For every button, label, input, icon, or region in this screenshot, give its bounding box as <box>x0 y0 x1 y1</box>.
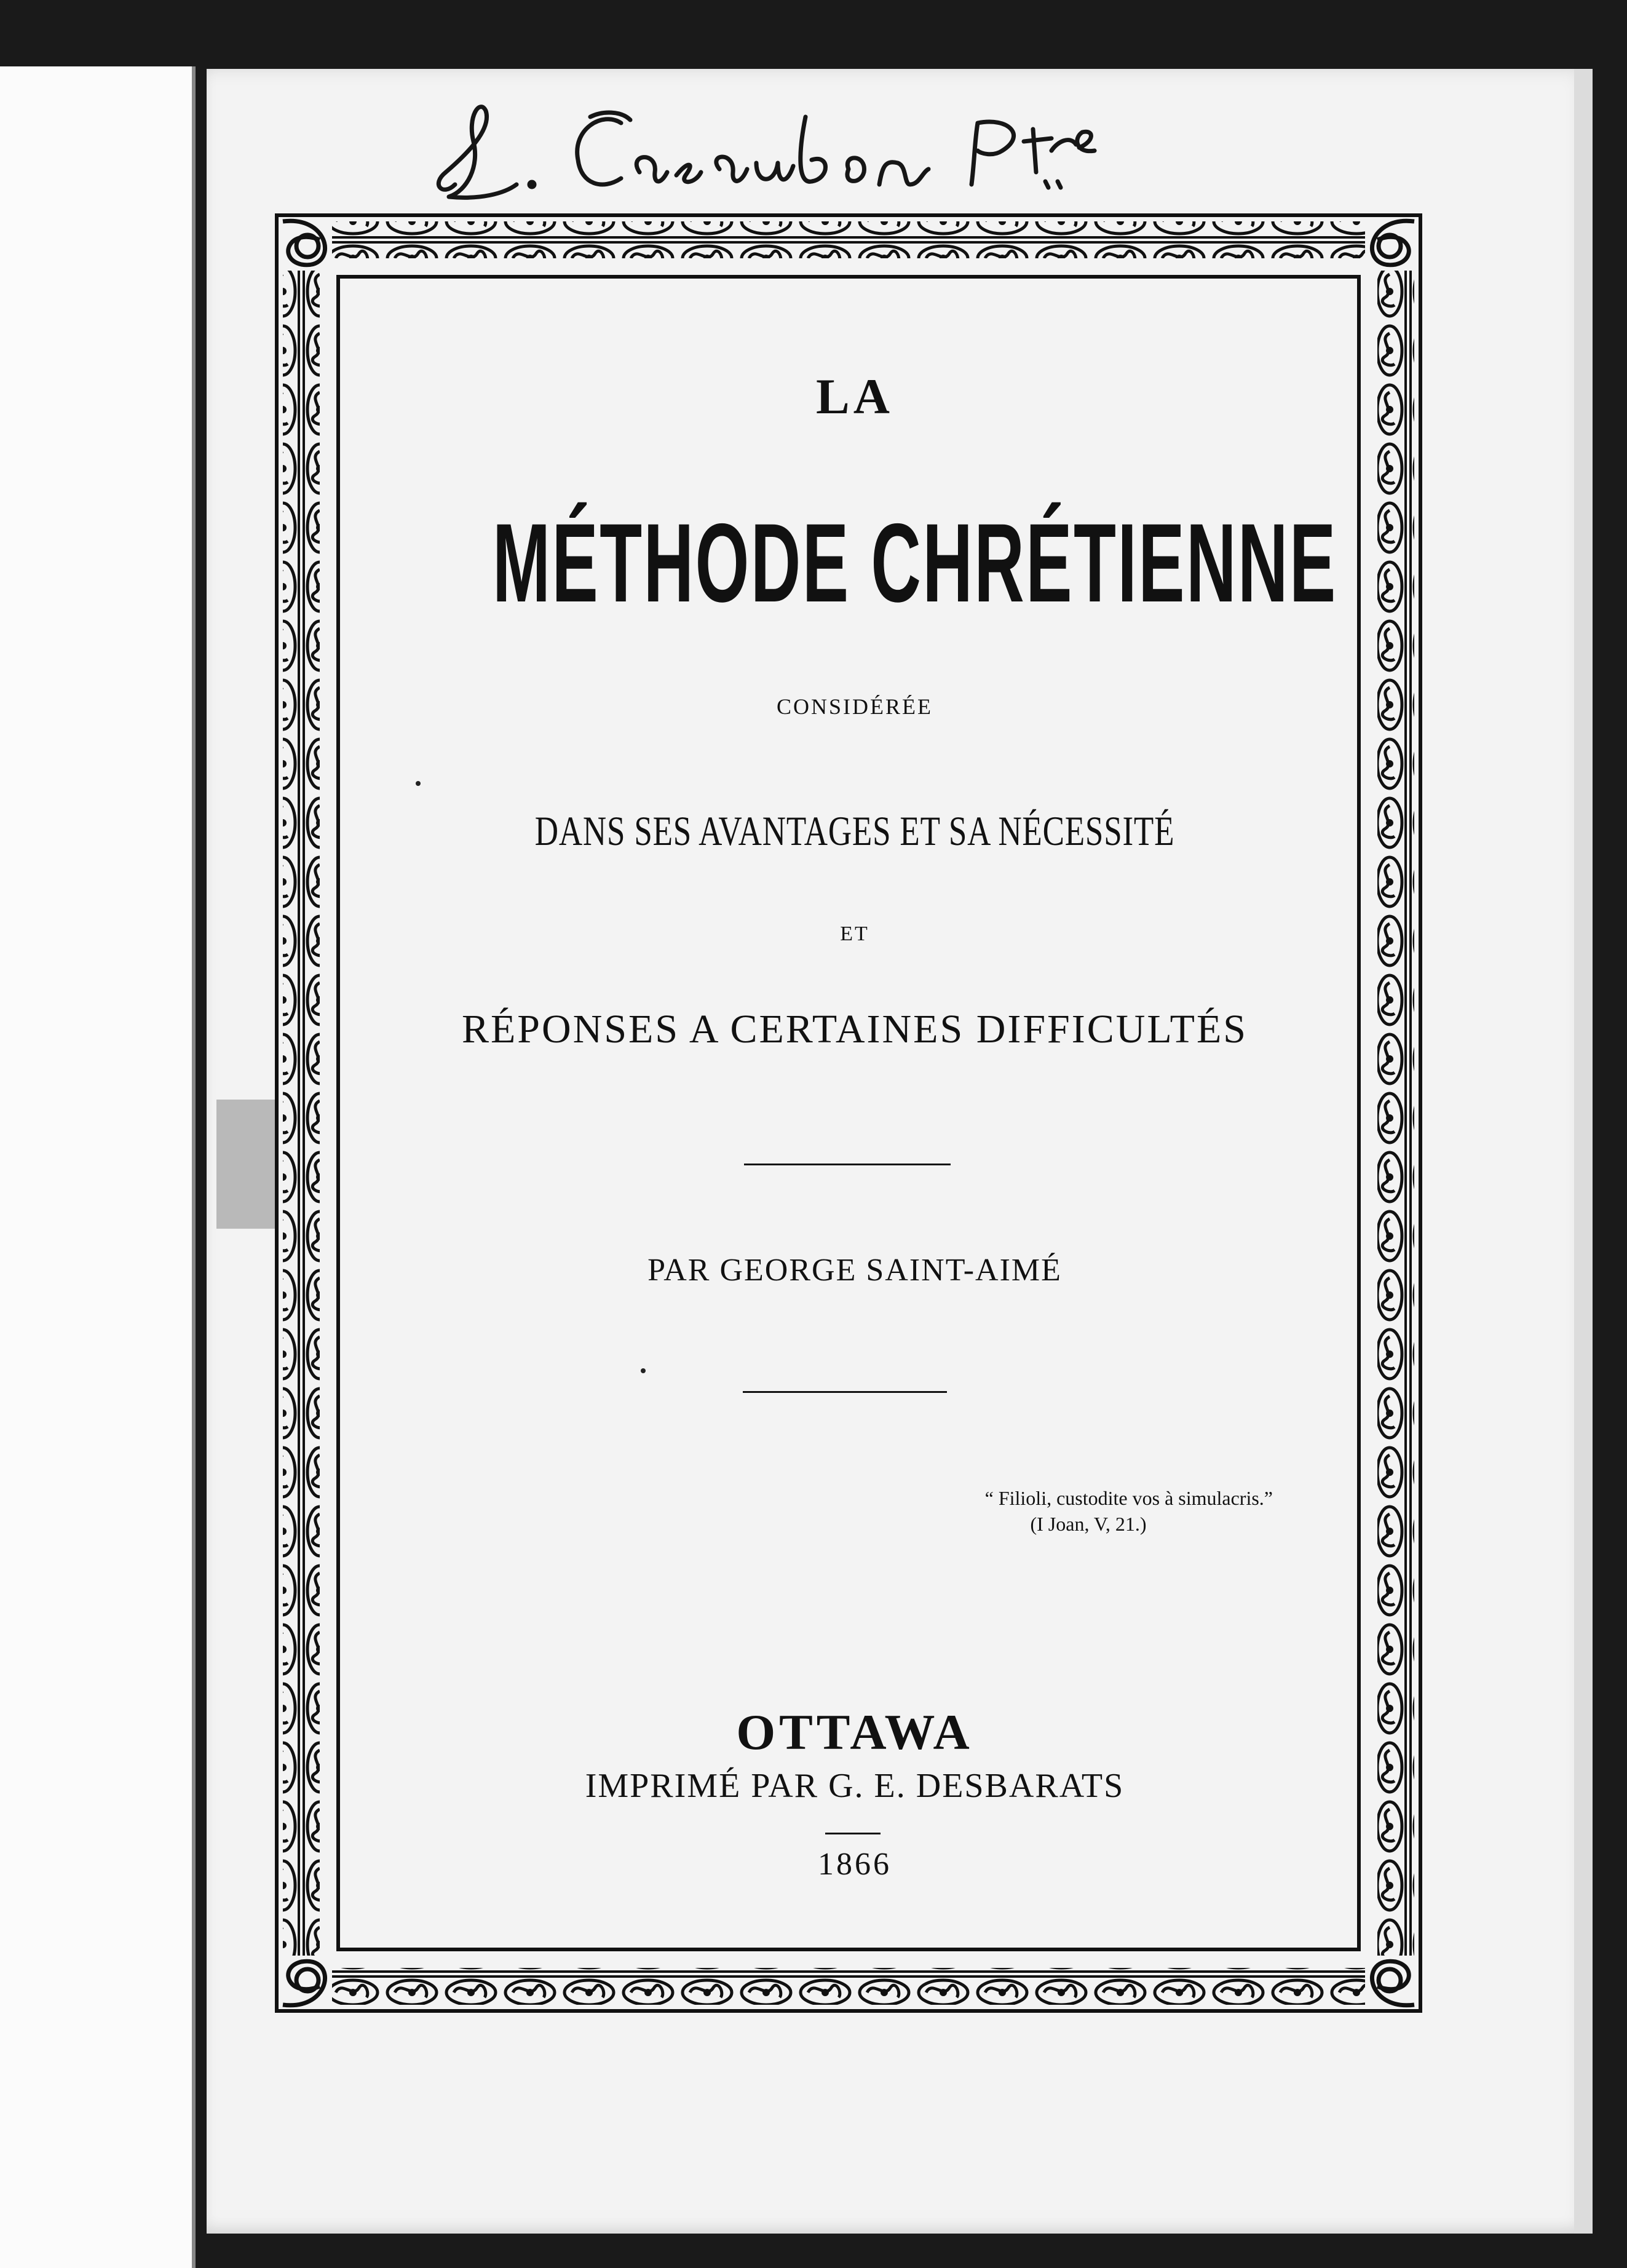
imprint-printer: IMPRIMÉ PAR G. E. DESBARATS <box>585 1767 1125 1805</box>
left-page-edge <box>0 66 196 2268</box>
main-title: MÉTHODE CHRÉTIENNE <box>493 500 1337 625</box>
border-top <box>332 221 1365 258</box>
ink-speck <box>641 1368 646 1373</box>
handwritten-signature <box>418 92 1279 215</box>
author-line: PAR GEORGE SAINT-AIMÉ <box>647 1253 1062 1288</box>
imprint-year: 1866 <box>818 1847 892 1882</box>
ink-speck <box>416 781 421 786</box>
title-article: LA <box>816 368 893 424</box>
epigraph-reference: (I Joan, V, 21.) <box>1030 1513 1147 1535</box>
divider-rule <box>825 1833 881 1834</box>
subtitle-1-text: DANS SES AVANTAGES ET SA NÉCESSITÉ <box>534 807 1175 854</box>
title-considered: CONSIDÉRÉE <box>777 694 933 719</box>
divider-rule <box>743 1391 947 1393</box>
imprint-city: OTTAWA <box>736 1704 973 1760</box>
subtitle-2: RÉPONSES A CERTAINES DIFFICULTÉS <box>461 1007 1248 1052</box>
title-conjunction: ET <box>840 922 869 945</box>
page-right-edge <box>1574 69 1593 2234</box>
epigraph-quote: “ Filioli, custodite vos à simulacris.” <box>984 1487 1273 1509</box>
border-bottom <box>332 1968 1365 2005</box>
main-title-wrap <box>271 498 1439 627</box>
subtitle-1 <box>332 807 1377 855</box>
divider-rule <box>744 1164 951 1165</box>
page-fold <box>192 66 196 2268</box>
